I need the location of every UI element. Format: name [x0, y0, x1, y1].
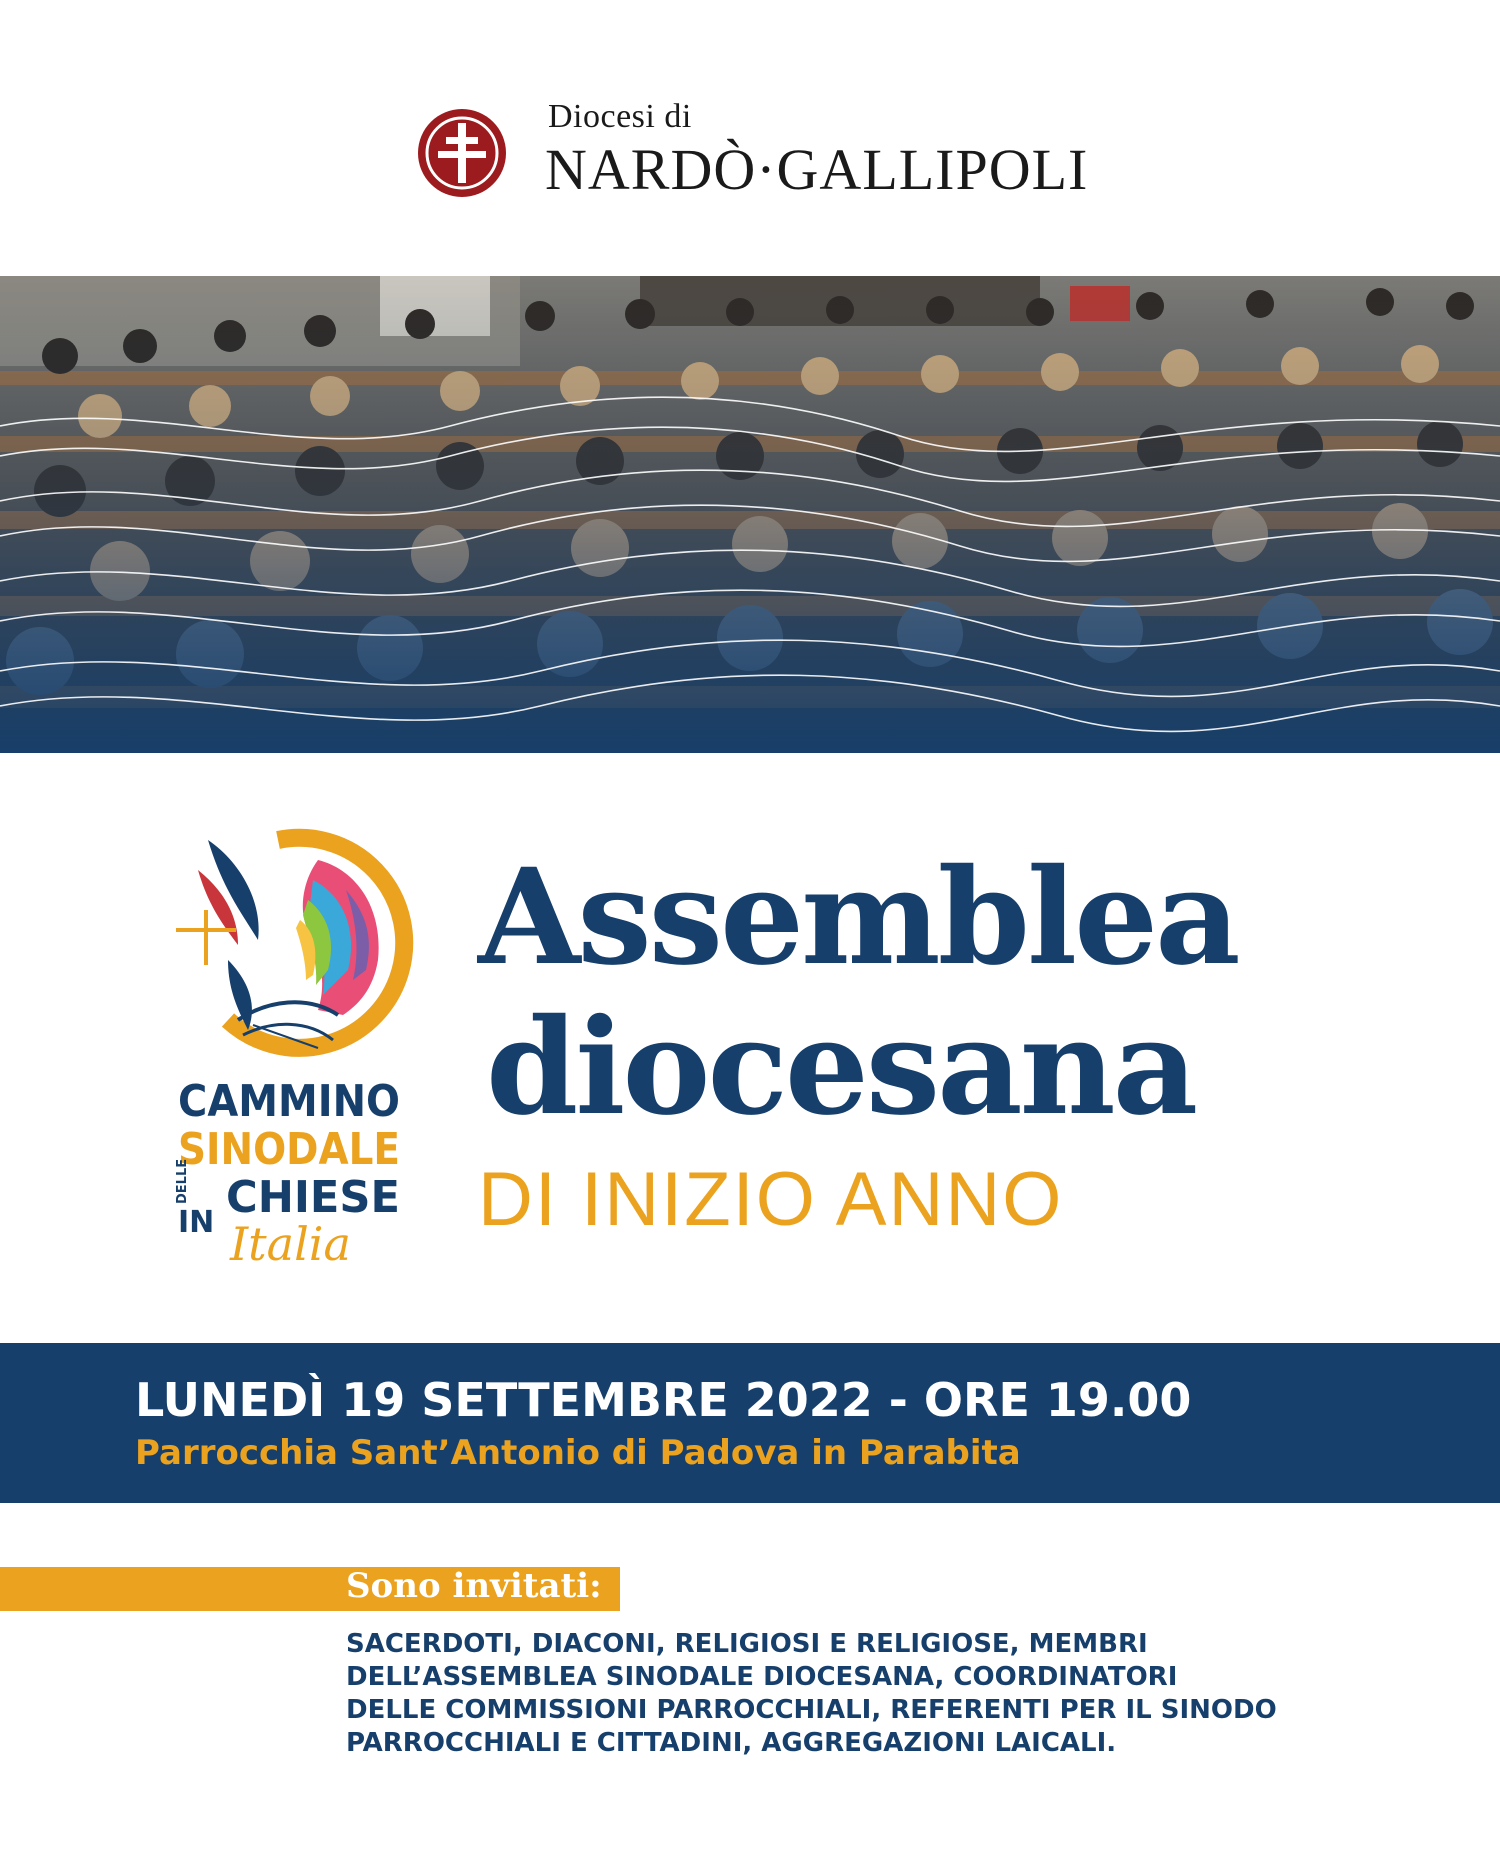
logo-delle: DELLE: [175, 1158, 190, 1204]
title-assemblea: Assemblea: [478, 840, 1238, 995]
logo-italia: Italia: [230, 1217, 351, 1271]
invited-label: Sono invitati:: [346, 1566, 602, 1606]
title-diocesana: diocesana: [486, 990, 1196, 1145]
invited-line: DELLE COMMISSIONI PARROCCHIALI, REFERENTI PER IL SINODO: [346, 1695, 1277, 1725]
cammino-sinodale-logo: [168, 820, 418, 1280]
diocese-label: Diocesi di: [548, 98, 692, 135]
invited-list: [346, 1628, 1396, 1760]
diocese-name: NARDÒ·GALLIPOLI: [545, 137, 1089, 202]
assembly-photo: [0, 276, 1500, 753]
logo-chiese: CHIESE: [226, 1172, 400, 1223]
invited-line: DELL’ASSEMBLEA SINODALE DIOCESANA, COORDINATORI: [346, 1662, 1178, 1692]
logo-cammino: CAMMINO: [178, 1076, 400, 1127]
subtitle: DI INIZIO ANNO: [478, 1157, 1064, 1242]
logo-in: IN: [178, 1205, 215, 1240]
diocese-cross-emblem-icon: [414, 105, 510, 201]
invited-line: PARROCCHIALI E CITTADINI, AGGREGAZIONI LAICALI.: [346, 1728, 1117, 1758]
invited-line: SACERDOTI, DIACONI, RELIGIOSI E RELIGIOSE, MEMBRI: [346, 1629, 1148, 1659]
logo-sinodale: SINODALE: [178, 1124, 400, 1175]
event-venue: Parrocchia Sant’Antonio di Padova in Parabita: [135, 1433, 1021, 1473]
event-date: LUNEDÌ 19 SETTEMBRE 2022 - ORE 19.00: [135, 1373, 1192, 1427]
header: [0, 0, 1500, 270]
